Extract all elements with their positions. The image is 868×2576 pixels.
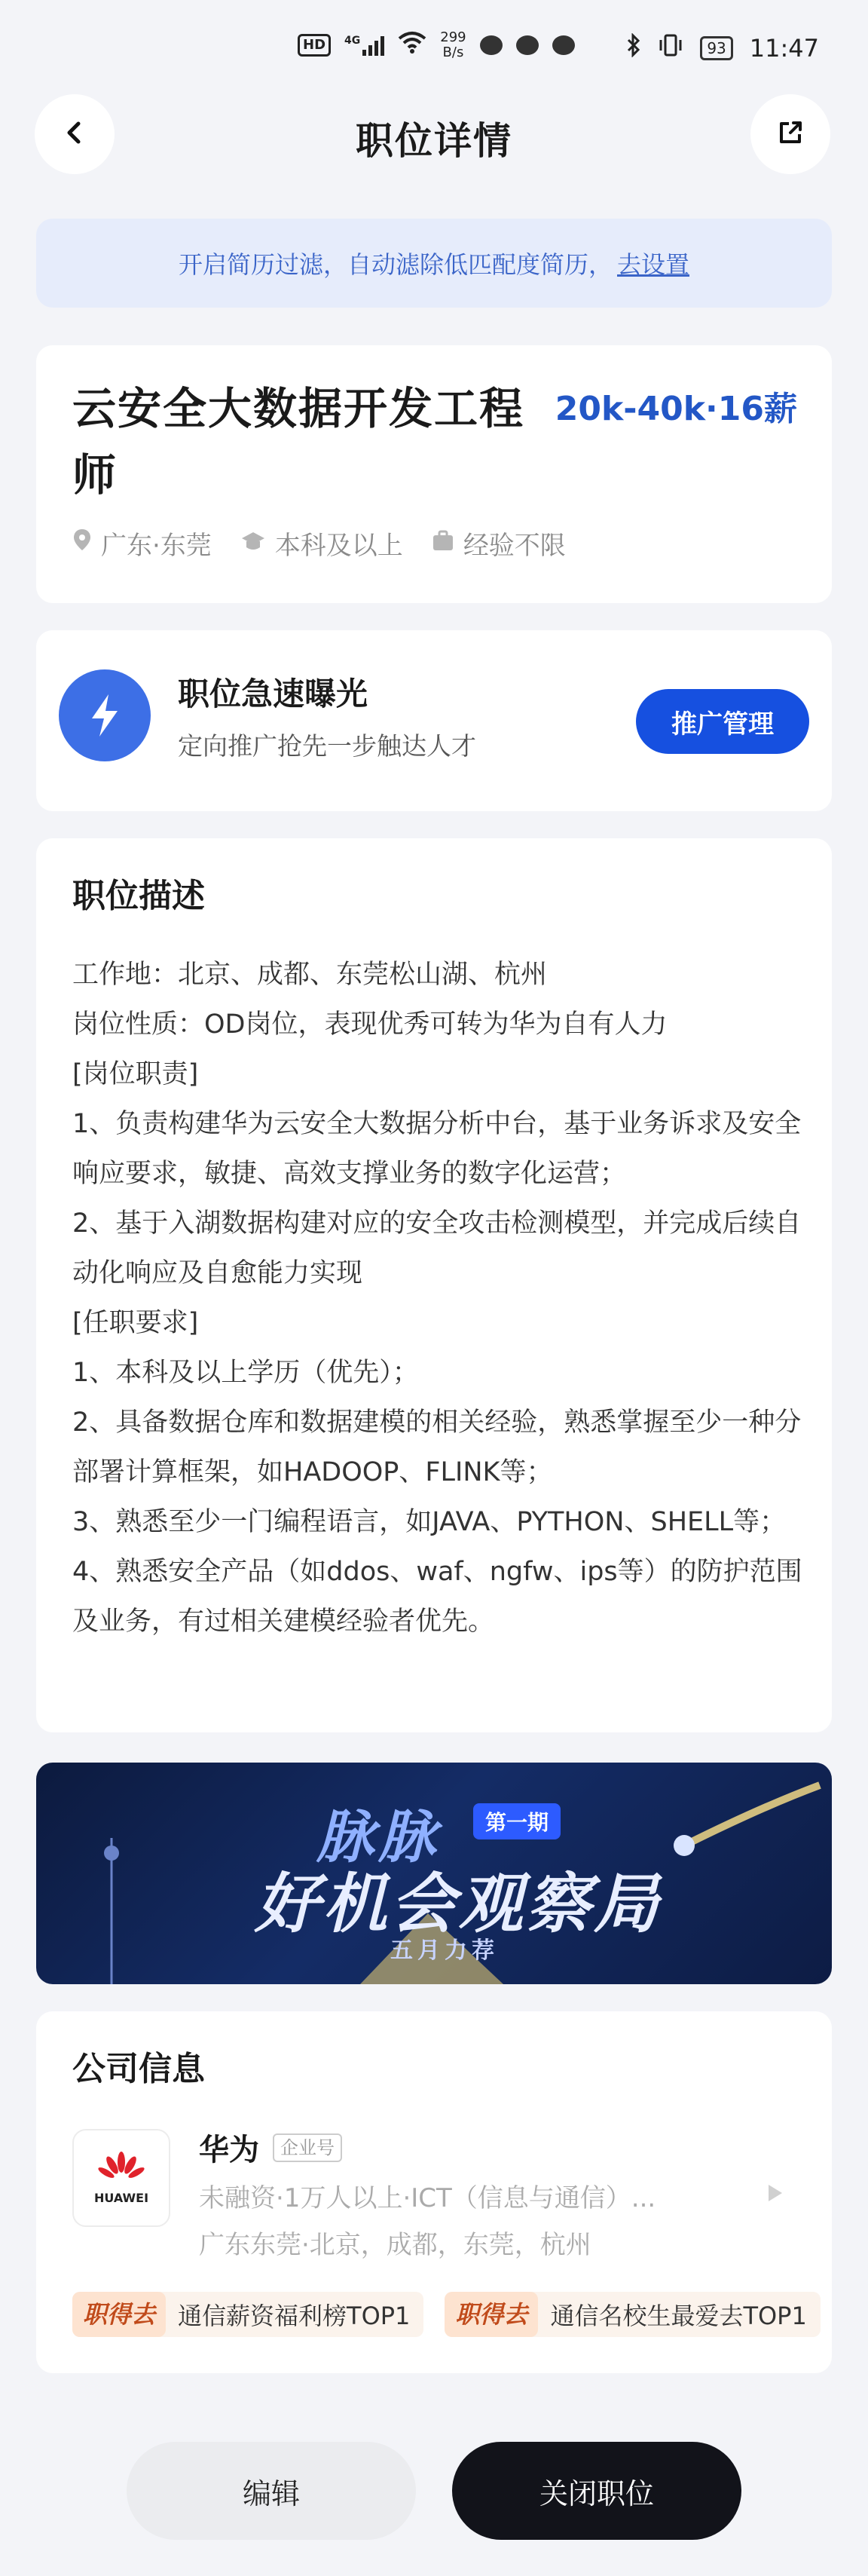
status-right: [626, 33, 819, 63]
job-education: 本科及以上: [240, 525, 403, 562]
promo-banner[interactable]: [36, 1763, 832, 1984]
honor-badge: 职得去: [445, 2292, 538, 2337]
job-title: 云安全大数据开发工程师: [72, 383, 525, 501]
banner-subtitle: 五月力荐: [390, 1937, 499, 1964]
boost-subtitle: 定向推广抢先一步触达人才: [178, 731, 476, 761]
company-honors: [72, 2292, 833, 2337]
share-button[interactable]: [750, 94, 830, 174]
resume-filter-banner: [36, 219, 832, 308]
company-info: 未融资·1万人以上·ICT（信息与通信）...: [199, 2183, 656, 2213]
lightning-icon: [59, 669, 151, 761]
description-line: 4、熟悉安全产品（如ddos、waf、ngfw、ips等）的防护范围及业务，有过相关建模经验者优先。: [72, 1557, 802, 1637]
description-line: 3、熟悉至少一门编程语言，如JAVA、PYTHON、SHELL等；: [72, 1507, 787, 1537]
bottom-action-bar: [0, 2394, 868, 2576]
company-card: [36, 2011, 832, 2373]
boost-card: [36, 630, 832, 811]
description-line: 岗位性质：OD岗位，表现优秀可转为华为自有人力: [72, 1009, 668, 1040]
description-line: 工作地：北京、成都、东莞松山湖、杭州: [72, 960, 548, 990]
share-icon: [775, 118, 805, 151]
company-name[interactable]: 华为: [199, 2133, 259, 2167]
honor-tag[interactable]: [445, 2292, 820, 2337]
company-heading: 公司信息: [72, 2050, 205, 2088]
company-name-row: [199, 2126, 342, 2169]
network-badge: HD: [298, 34, 331, 57]
briefcase-icon: [432, 528, 454, 559]
description-line: 2、基于入湖数据构建对应的安全攻击检测模型，并完成后续自动化响应及自愈能力实现: [72, 1208, 802, 1288]
company-locations: 广东东莞·北京，成都，东莞，杭州: [199, 2230, 591, 2260]
company-tag: 企业号: [273, 2133, 342, 2162]
honor-tag[interactable]: [72, 2292, 423, 2337]
company-logo[interactable]: [72, 2129, 170, 2227]
description-line: [岗位职责]: [72, 1059, 199, 1089]
message-icon: [480, 35, 503, 55]
signal-icon: 4G: [344, 35, 384, 56]
description-heading: 职位描述: [72, 877, 205, 915]
description-line: [任职要求]: [72, 1308, 199, 1338]
graduation-cap-icon: [240, 528, 266, 559]
clock: 11:47: [749, 34, 819, 63]
huawei-logo-icon: [97, 2152, 145, 2186]
logo-wordmark: HUAWEI: [93, 2190, 149, 2205]
banner-title-top: 脉脉: [316, 1803, 440, 1870]
description-body: [72, 950, 803, 1646]
location-pin-icon: [72, 528, 92, 559]
job-location: 广东·东莞: [72, 525, 212, 562]
play-arrow-icon[interactable]: [767, 2183, 784, 2206]
job-experience: 经验不限: [432, 525, 566, 562]
description-line: 1、本科及以上学历（优先）；: [72, 1358, 419, 1388]
job-meta: [72, 525, 566, 562]
wechat-icon: [552, 35, 575, 55]
status-left: [298, 30, 575, 60]
status-bar: [0, 0, 868, 98]
honor-badge: 职得去: [72, 2292, 166, 2337]
bluetooth-icon: [626, 33, 641, 63]
filter-settings-link[interactable]: 去设置: [617, 250, 690, 279]
network-speed: 299 B/s: [440, 29, 466, 60]
wifi-icon: [398, 31, 426, 60]
battery-indicator: 93: [700, 36, 732, 60]
vibrate-icon: [658, 34, 683, 63]
job-salary: 20k-40k·16薪: [555, 390, 797, 428]
description-line: 2、具备数据仓库和数据建模的相关经验，熟悉掌握至少一种分部署计算框架，如HADOOP、FLINK等；: [72, 1407, 802, 1487]
boost-title: 职位急速曝光: [178, 675, 368, 712]
banner-issue-badge: 第一期: [473, 1803, 561, 1839]
promotion-manage-button[interactable]: 推广管理: [636, 689, 809, 754]
top-nav: [0, 94, 868, 177]
honor-text: 通信名校生最爱去TOP1: [550, 2302, 807, 2330]
honor-text: 通信薪资福利榜TOP1: [178, 2302, 411, 2330]
page-title: 职位详情: [356, 119, 512, 163]
edit-button[interactable]: 编辑: [127, 2442, 416, 2540]
chat-icon: [516, 35, 539, 55]
description-line: 1、负责构建华为云安全大数据分析中台，基于业务诉求及安全响应要求，敏捷、高效支撑业务的数字化运营；: [72, 1109, 802, 1189]
filter-banner-text: 开启简历过滤，自动滤除低匹配度简历，: [178, 250, 613, 279]
banner-title-main: 好机会观察局: [255, 1867, 662, 1942]
job-description-card: [36, 838, 832, 1732]
close-job-button[interactable]: 关闭职位: [452, 2442, 741, 2540]
job-header-card: [36, 345, 832, 603]
